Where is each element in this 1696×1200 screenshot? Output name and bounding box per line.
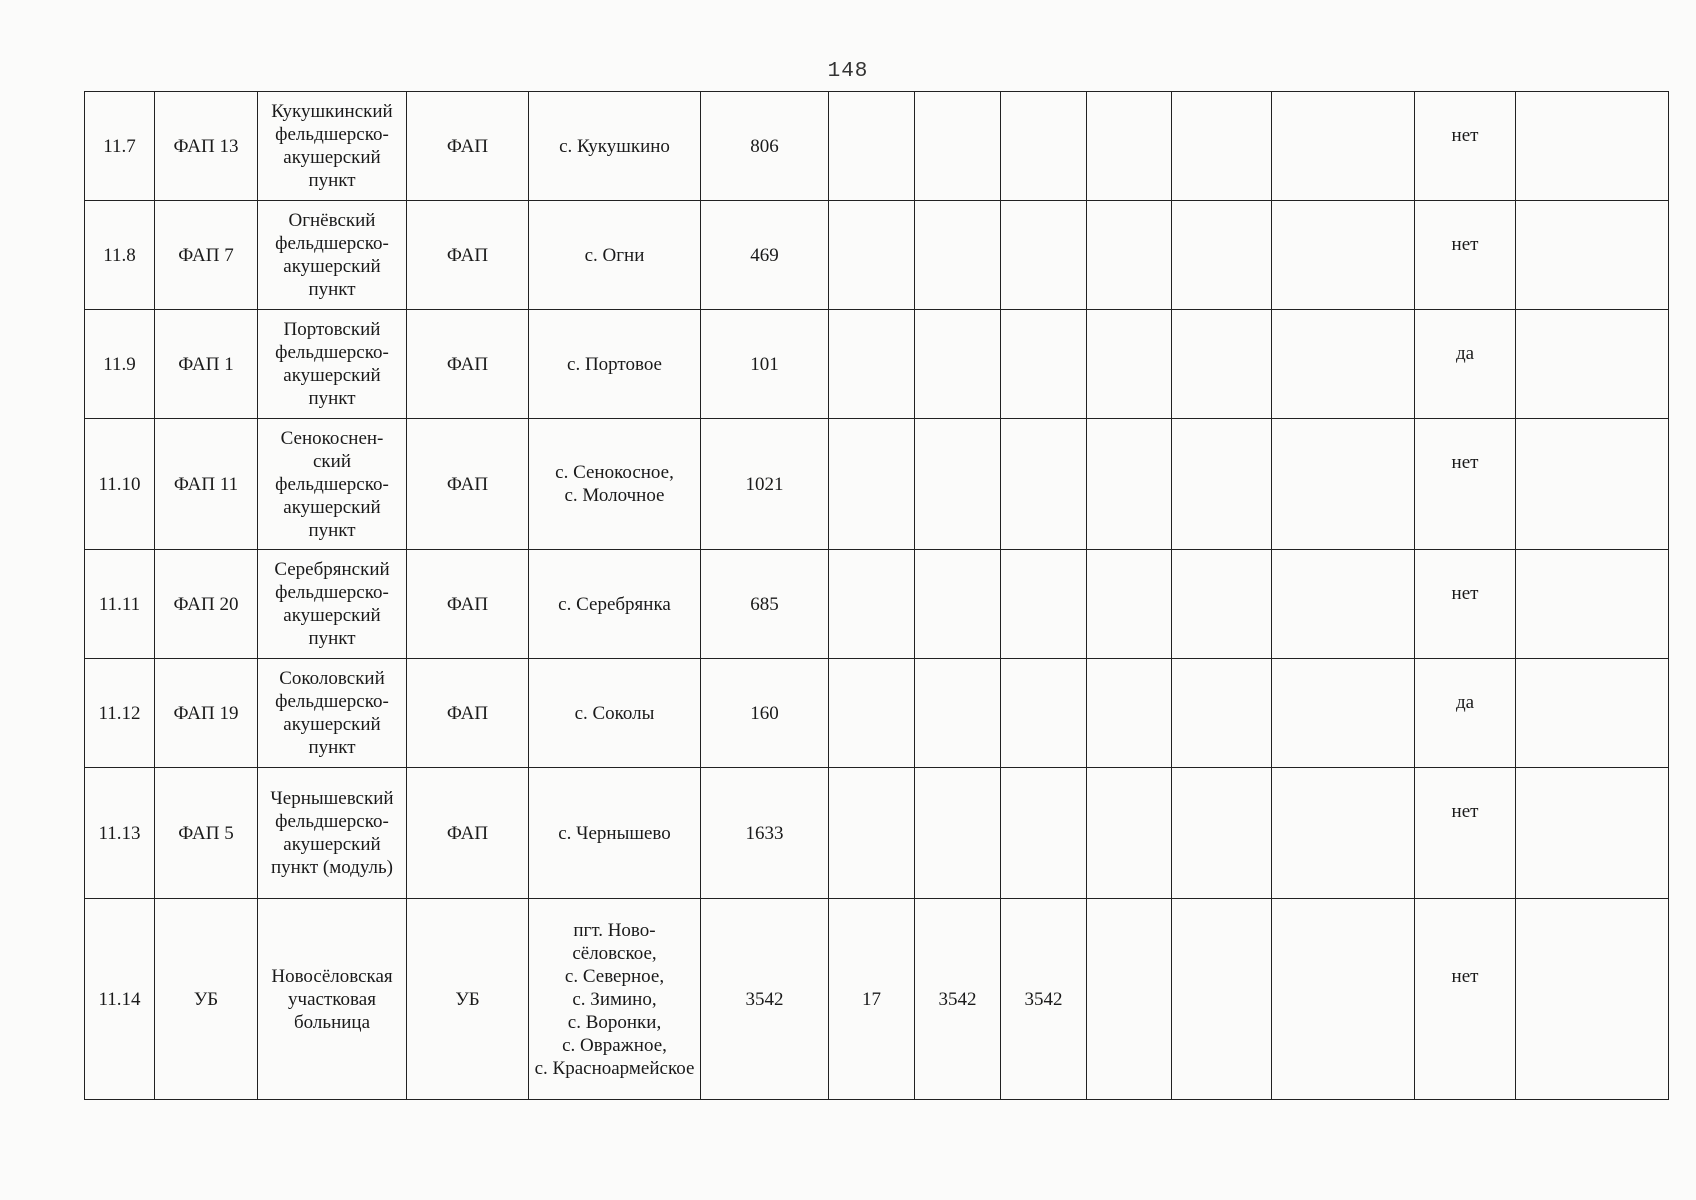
table-cell-8: [915, 92, 1001, 201]
yes-no-cell: нет: [1415, 768, 1516, 899]
table-cell-11: [1172, 310, 1272, 419]
row-number-cell: 11.12: [85, 659, 155, 768]
yes-no-cell: нет: [1415, 899, 1516, 1100]
table-cell-12: [1272, 419, 1415, 550]
row-number-cell: 11.11: [85, 550, 155, 659]
table-row: [85, 419, 1669, 550]
settlements-cell: с. Огни: [529, 201, 701, 310]
table-cell-12: [1272, 310, 1415, 419]
table-row: [85, 768, 1669, 899]
population-cell: 160: [701, 659, 829, 768]
table-cell-11: [1172, 550, 1272, 659]
row-number-cell: 11.8: [85, 201, 155, 310]
facility-name-cell: Огнёвский фельдшерско-акушерский пункт: [258, 201, 407, 310]
table-cell-9: [1001, 201, 1087, 310]
settlements-cell: с. Сенокосное, с. Молочное: [529, 419, 701, 550]
yes-no-cell: нет: [1415, 550, 1516, 659]
table-cell-10: [1087, 768, 1172, 899]
table-cell-7: [829, 768, 915, 899]
facility-type-cell: ФАП: [407, 768, 529, 899]
table-cell-8: [915, 310, 1001, 419]
table-row: [85, 659, 1669, 768]
row-number-cell: 11.13: [85, 768, 155, 899]
table-cell-10: [1087, 201, 1172, 310]
facility-type-cell: ФАП: [407, 659, 529, 768]
table-cell-8: [915, 201, 1001, 310]
facility-code-cell: ФАП 7: [155, 201, 258, 310]
table-row: [85, 92, 1669, 201]
table-cell-10: [1087, 550, 1172, 659]
population-cell: 806: [701, 92, 829, 201]
table-cell-10: [1087, 92, 1172, 201]
table-cell-7: 17: [829, 899, 915, 1100]
facility-name-cell: Соколовский фельдшерско-акушерский пункт: [258, 659, 407, 768]
table-cell-11: [1172, 768, 1272, 899]
table-cell-9: 3542: [1001, 899, 1087, 1100]
facility-code-cell: ФАП 19: [155, 659, 258, 768]
settlements-cell: с. Чернышево: [529, 768, 701, 899]
yes-no-cell: нет: [1415, 419, 1516, 550]
population-cell: 3542: [701, 899, 829, 1100]
settlements-cell: с. Кукушкино: [529, 92, 701, 201]
facility-code-cell: УБ: [155, 899, 258, 1100]
table-cell-14: [1516, 659, 1669, 768]
row-number-cell: 11.10: [85, 419, 155, 550]
table-cell-9: [1001, 550, 1087, 659]
facility-type-cell: ФАП: [407, 92, 529, 201]
table-row: [85, 310, 1669, 419]
row-number-cell: 11.9: [85, 310, 155, 419]
row-number-cell: 11.7: [85, 92, 155, 201]
table-cell-14: [1516, 550, 1669, 659]
table-cell-12: [1272, 201, 1415, 310]
yes-no-cell: нет: [1415, 92, 1516, 201]
settlements-cell: с. Соколы: [529, 659, 701, 768]
table-cell-9: [1001, 419, 1087, 550]
facility-type-cell: ФАП: [407, 419, 529, 550]
population-cell: 685: [701, 550, 829, 659]
facility-name-cell: Чернышевский фельдшерско-акушерский пункт (модуль): [258, 768, 407, 899]
table-cell-10: [1087, 419, 1172, 550]
row-number-cell: 11.14: [85, 899, 155, 1100]
table-cell-8: [915, 659, 1001, 768]
table-cell-11: [1172, 201, 1272, 310]
table-cell-12: [1272, 659, 1415, 768]
facility-code-cell: ФАП 13: [155, 92, 258, 201]
table-cell-11: [1172, 659, 1272, 768]
table-row: [85, 899, 1669, 1100]
table-cell-14: [1516, 899, 1669, 1100]
table-cell-7: [829, 310, 915, 419]
table-cell-9: [1001, 659, 1087, 768]
table-cell-7: [829, 550, 915, 659]
facility-type-cell: УБ: [407, 899, 529, 1100]
facility-name-cell: Кукушкинский фельдшерско-акушерский пункт: [258, 92, 407, 201]
table-cell-10: [1087, 899, 1172, 1100]
facilities-table: [84, 91, 1669, 1100]
table-cell-7: [829, 659, 915, 768]
population-cell: 1021: [701, 419, 829, 550]
population-cell: 101: [701, 310, 829, 419]
facility-name-cell: Портовский фельдшерско-акушерский пункт: [258, 310, 407, 419]
table-cell-8: [915, 550, 1001, 659]
table-cell-9: [1001, 310, 1087, 419]
facility-code-cell: ФАП 20: [155, 550, 258, 659]
facility-name-cell: Новосёловская участковая больница: [258, 899, 407, 1100]
facility-name-cell: Сенокоснен- ский фельдшерско- акушерский пункт: [258, 419, 407, 550]
settlements-cell: с. Серебрянка: [529, 550, 701, 659]
settlements-cell: с. Портовое: [529, 310, 701, 419]
facility-type-cell: ФАП: [407, 201, 529, 310]
table-cell-12: [1272, 899, 1415, 1100]
facility-code-cell: ФАП 1: [155, 310, 258, 419]
facility-code-cell: ФАП 5: [155, 768, 258, 899]
population-cell: 1633: [701, 768, 829, 899]
table-row: [85, 550, 1669, 659]
page-number: 148: [827, 60, 869, 83]
table-cell-8: [915, 768, 1001, 899]
table-cell-10: [1087, 310, 1172, 419]
population-cell: 469: [701, 201, 829, 310]
table-cell-11: [1172, 92, 1272, 201]
table-cell-12: [1272, 92, 1415, 201]
table-cell-11: [1172, 899, 1272, 1100]
table-cell-7: [829, 201, 915, 310]
table-cell-9: [1001, 92, 1087, 201]
table-row: [85, 201, 1669, 310]
settlements-cell: пгт. Ново- сёловское, с. Северное, с. Зимино, с. Воронки, с. Овражное, с. Красноармейское: [529, 899, 701, 1100]
table-cell-10: [1087, 659, 1172, 768]
table-cell-8: 3542: [915, 899, 1001, 1100]
table-cell-11: [1172, 419, 1272, 550]
yes-no-cell: да: [1415, 659, 1516, 768]
table-cell-8: [915, 419, 1001, 550]
table-cell-14: [1516, 201, 1669, 310]
table-cell-12: [1272, 768, 1415, 899]
table-cell-14: [1516, 419, 1669, 550]
facility-type-cell: ФАП: [407, 310, 529, 419]
table-cell-14: [1516, 92, 1669, 201]
table-cell-7: [829, 419, 915, 550]
table-cell-14: [1516, 768, 1669, 899]
table-cell-9: [1001, 768, 1087, 899]
table-cell-12: [1272, 550, 1415, 659]
yes-no-cell: нет: [1415, 201, 1516, 310]
table-cell-7: [829, 92, 915, 201]
yes-no-cell: да: [1415, 310, 1516, 419]
facility-code-cell: ФАП 11: [155, 419, 258, 550]
facility-type-cell: ФАП: [407, 550, 529, 659]
facility-name-cell: Серебрянский фельдшерско-акушерский пункт: [258, 550, 407, 659]
table-cell-14: [1516, 310, 1669, 419]
